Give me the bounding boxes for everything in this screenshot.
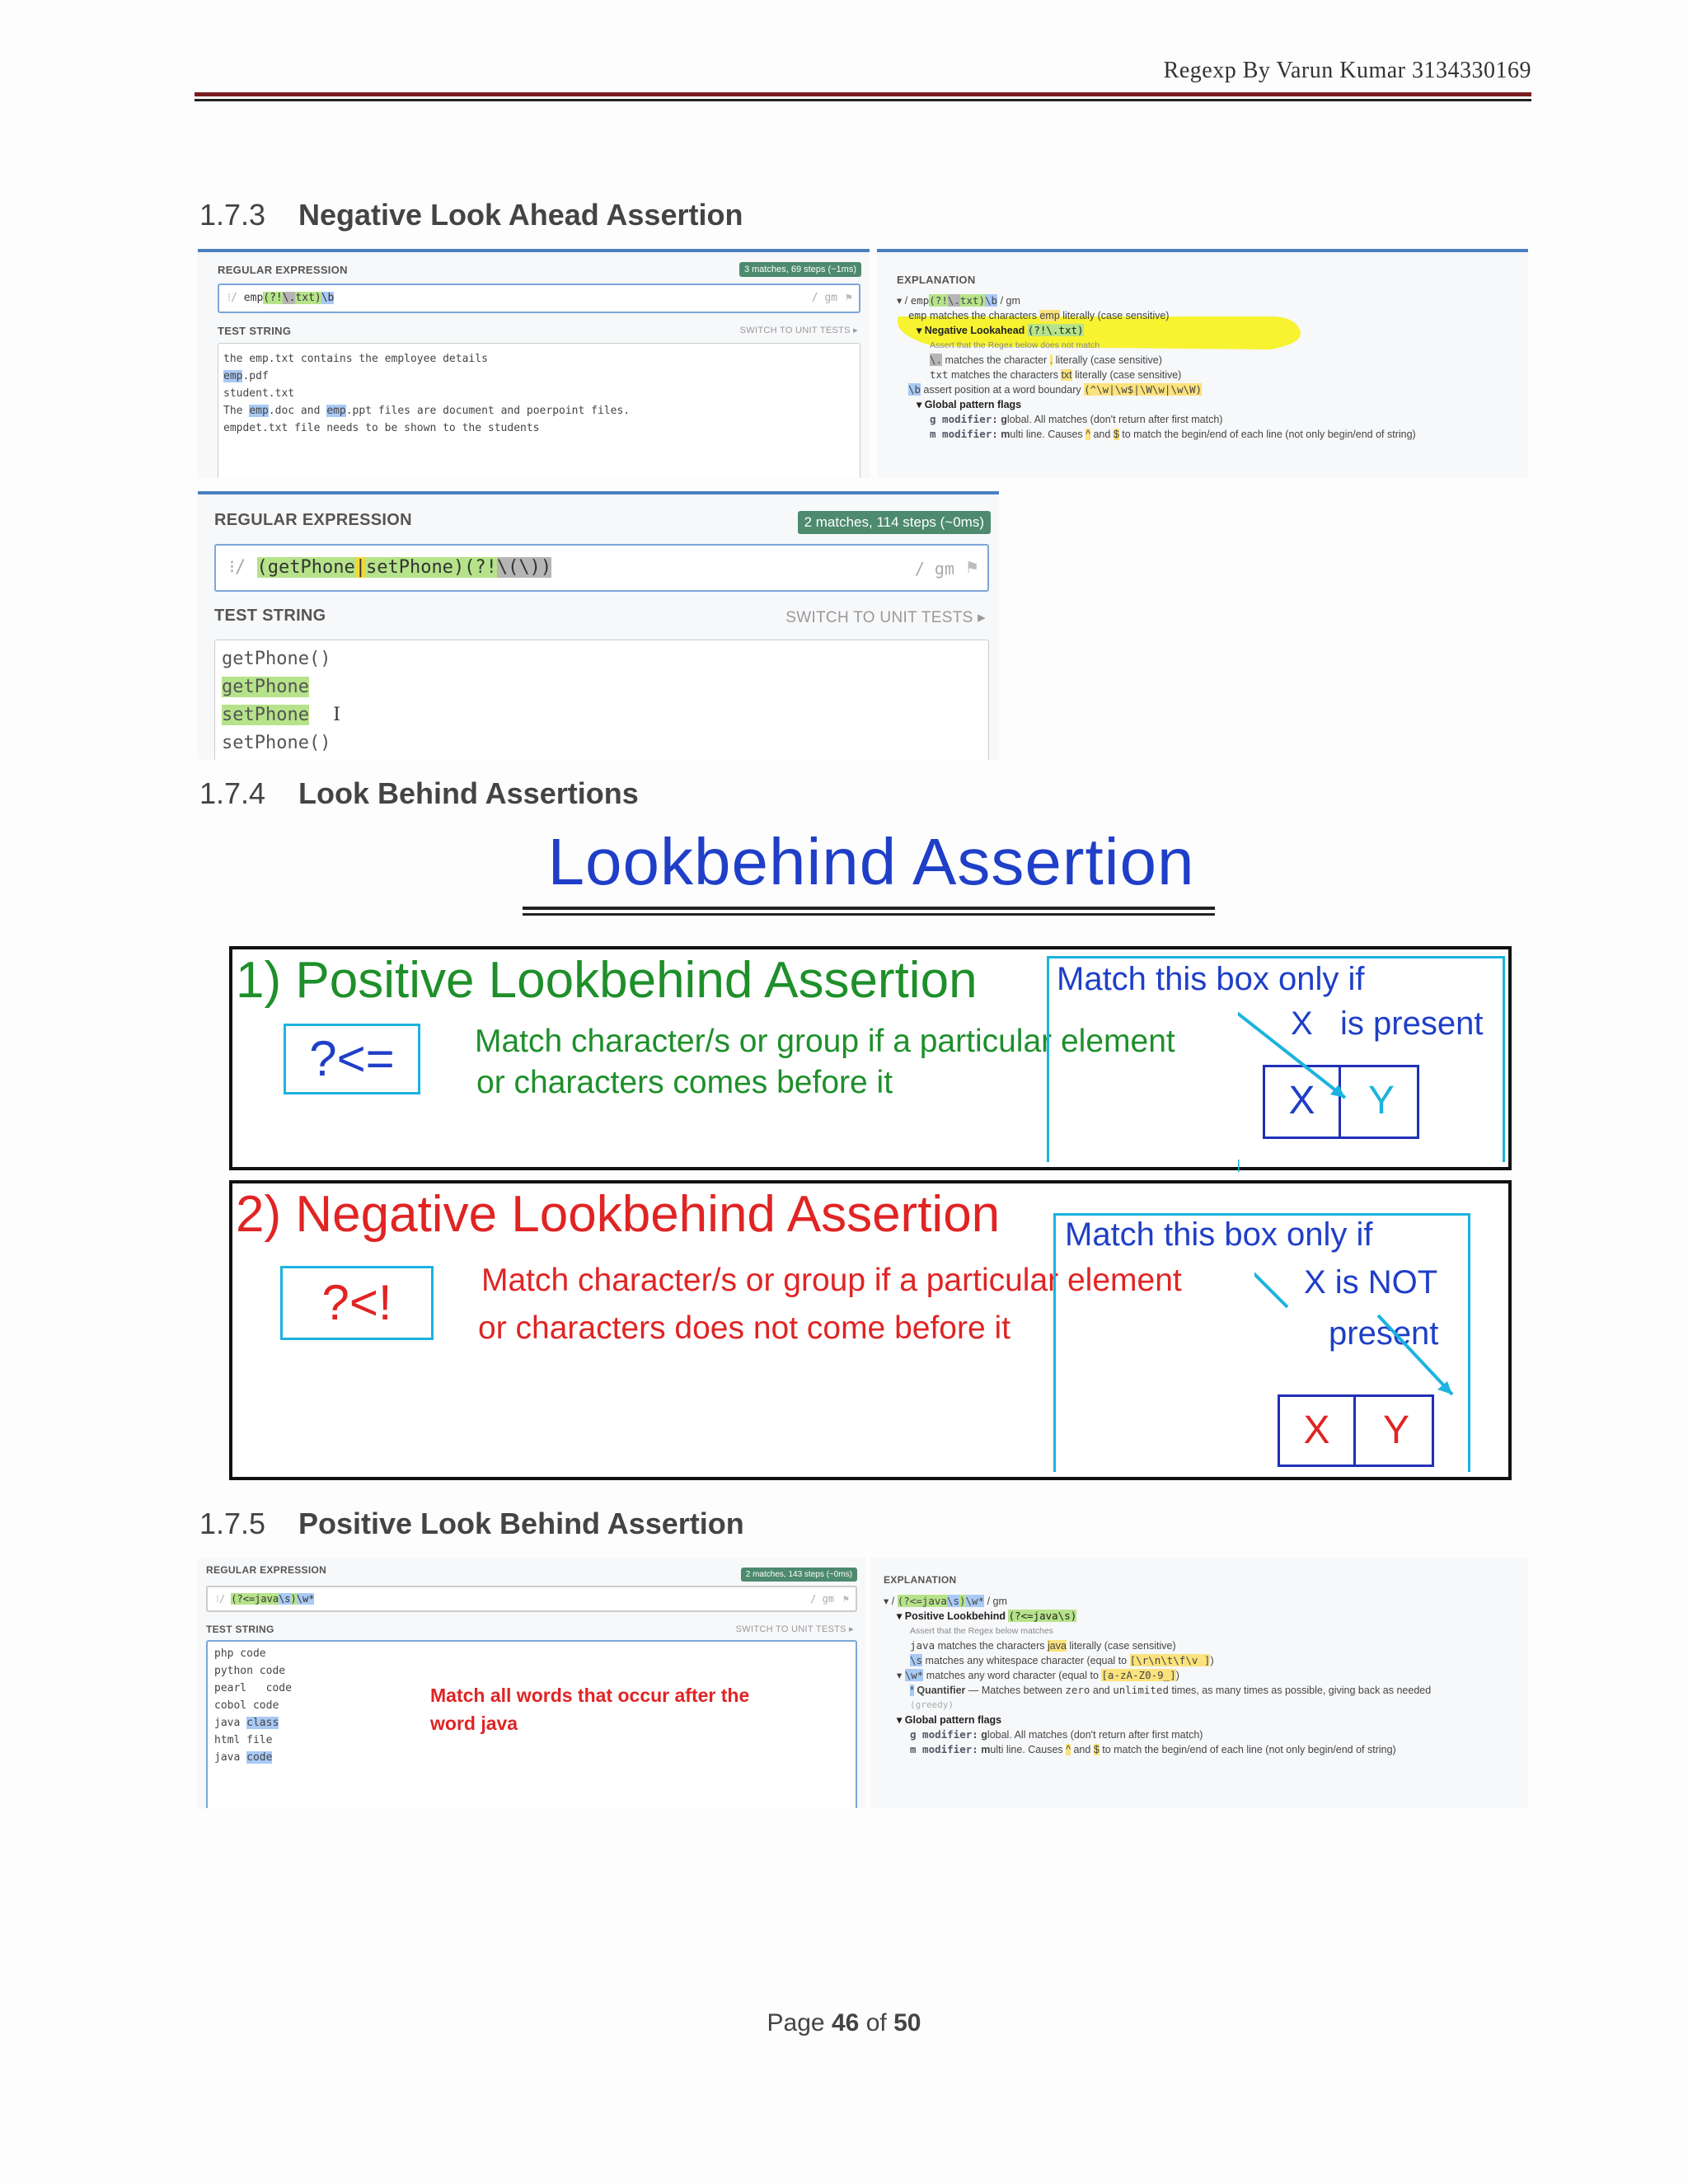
text-cursor-icon: I <box>333 705 340 725</box>
lookbehind-diagram <box>226 824 1512 1483</box>
flags[interactable]: / gm <box>811 292 837 304</box>
regex-screenshot-1 <box>198 249 870 478</box>
test-line: setPhone I <box>222 705 340 725</box>
negative-description: Match character/s or group if a particular element <box>481 1263 1182 1298</box>
positive-description: Match character/s or group if a particular element <box>475 1024 1175 1059</box>
test-string-area[interactable] <box>214 640 989 760</box>
test-line: getPhone() <box>222 649 331 669</box>
flags[interactable]: / gm <box>810 1593 834 1605</box>
title-underline <box>523 913 1215 916</box>
test-line: student.txt <box>223 387 295 400</box>
regex-screenshot-2 <box>198 491 999 760</box>
negative-description: or characters does not come before it <box>478 1310 1010 1346</box>
test-line: cobol code <box>214 1699 279 1712</box>
page-footer: Page 46 of 50 <box>767 2009 921 2036</box>
negative-title: 2) Negative Lookbehind Assertion <box>236 1186 1001 1243</box>
positive-note: Match this box only if <box>1057 961 1365 997</box>
y-box: Y <box>1382 1408 1409 1452</box>
positive-operator: ?<= <box>284 1024 420 1094</box>
test-line: pearl code <box>214 1682 292 1694</box>
negative-arrows <box>1254 1183 1515 1483</box>
section-number: 1.7.5 <box>199 1507 266 1540</box>
x-box: X <box>1265 1067 1341 1137</box>
header-rule-thin <box>195 99 1531 101</box>
explanation-panel-1 <box>877 249 1528 478</box>
explanation-label: EXPLANATION <box>884 1574 957 1586</box>
positive-note: X is present <box>1291 1005 1484 1042</box>
explanation-tree: ▾ / emp(?!\.txt)\b / gm emp matches the characters emp literally (case sensitive) ▾ Negative Lookahead (?!\.txt) Assert that the Regex below does not match \. matches the character . literally (case sensitive) txt matches the characters txt literally (case sensitive) \b assert position at a word boundary (^\w|\w$|\W\w|\w\W) ▾ Global pattern flags g modifier: global. All matches (don't return after first match) m modifier: multi line. Causes ^ and $ to match the begin/end of each line (not only begin/end of string) <box>897 294 1416 440</box>
x-box: X <box>1280 1397 1356 1465</box>
unit-tests-link[interactable]: SWITCH TO UNIT TESTS ▸ <box>785 609 986 626</box>
regex-label: REGULAR EXPRESSION <box>218 264 348 276</box>
test-line: getPhone <box>222 677 309 697</box>
test-line: emp.pdf <box>223 370 269 382</box>
test-line: empdet.txt file needs to be shown to the students <box>223 422 540 434</box>
section-heading-1-7-4 <box>199 776 639 811</box>
match-badge: 3 matches, 69 steps (~1ms) <box>739 262 861 277</box>
diagram-title: Lookbehind Assertion <box>547 825 1195 898</box>
regex-label: REGULAR EXPRESSION <box>206 1564 327 1576</box>
positive-title: 1) Positive Lookbehind Assertion <box>236 952 978 1009</box>
test-line: java class <box>214 1717 279 1729</box>
title-underline <box>523 907 1215 910</box>
section-title: Positive Look Behind Assertion <box>298 1507 744 1540</box>
test-line: html file <box>214 1734 273 1746</box>
negative-note: X is NOT <box>1304 1264 1438 1301</box>
explanation-tree: ▾ / (?<=java\s)\w* / gm ▾ Positive Lookbehind (?<=java\s) Assert that the Regex below matches java matches the characters java literally (case sensitive) \s matches any whitespace character (equal to [\r\n\t\f\v ]) ▾ \w* matches any word character (equal to [a-zA-Z0-9_]) * Quantifier — Matches between zero and unlimited times, as many times as possible, giving back as needed (greedy) ▾ Global pattern flags g modifier: global. All matches (don't return after first match) m modifier: multi line. Causes ^ and $ to match the begin/end of each line (not only begin/end of string) <box>884 1595 1432 1755</box>
positive-lookbehind-box <box>229 946 1512 1170</box>
test-line: the emp.txt contains the employee details <box>223 353 488 365</box>
regex-input[interactable]: ⁝/ emp(?!\.txt)\b / gm ⚑ <box>218 284 860 313</box>
negative-lookbehind-box <box>229 1180 1512 1480</box>
header-rule <box>195 92 1531 96</box>
test-string-label: TEST STRING <box>218 325 292 337</box>
test-line: java code <box>214 1751 273 1764</box>
flag-icon[interactable]: ⚑ <box>966 557 978 578</box>
unit-tests-link[interactable]: SWITCH TO UNIT TESTS ▸ <box>739 326 858 335</box>
flag-icon[interactable]: ⚑ <box>846 292 852 304</box>
flags[interactable]: / gm <box>914 559 954 579</box>
test-line: php code <box>214 1647 266 1660</box>
section-number: 1.7.3 <box>199 198 266 232</box>
test-line: setPhone() <box>222 733 331 753</box>
page-total: 50 <box>893 2009 921 2036</box>
match-badge: 2 matches, 114 steps (~0ms) <box>798 511 991 534</box>
test-line: python code <box>214 1665 286 1677</box>
explanation-label: EXPLANATION <box>897 274 976 286</box>
regex-input[interactable]: ⁝/ (?<=java\s)\w* / gm ⚑ <box>206 1586 857 1612</box>
regex-screenshot-3 <box>198 1558 865 1808</box>
running-header: Regexp By Varun Kumar 3134330169 <box>1163 58 1531 83</box>
negative-operator: ?<! <box>280 1266 434 1340</box>
section-heading-1-7-5 <box>199 1507 744 1541</box>
test-string-label: TEST STRING <box>206 1624 274 1635</box>
test-string-area[interactable] <box>218 343 860 478</box>
section-title: Look Behind Assertions <box>298 776 639 810</box>
annotation-note: Match all words that occur after the word java <box>430 1685 750 1734</box>
negative-note: present <box>1329 1315 1439 1352</box>
test-string-label: TEST STRING <box>214 607 326 625</box>
match-badge: 2 matches, 143 steps (~0ms) <box>741 1568 857 1582</box>
section-heading-1-7-3 <box>199 198 743 232</box>
negative-note: Match this box only if <box>1065 1216 1373 1253</box>
regex-label: REGULAR EXPRESSION <box>214 511 412 529</box>
unit-tests-link[interactable]: SWITCH TO UNIT TESTS ▸ <box>735 1624 854 1634</box>
positive-arrows <box>1238 949 1510 1174</box>
test-line: The emp.doc and emp.ppt files are document and poerpoint files. <box>223 405 631 417</box>
flag-icon[interactable]: ⚑ <box>842 1593 849 1605</box>
positive-description: or characters comes before it <box>476 1065 893 1100</box>
regex-input[interactable]: ⁝/ (getPhone|setPhone)(?!\(\)) / gm ⚑ <box>214 544 989 592</box>
section-title: Negative Look Ahead Assertion <box>298 198 743 232</box>
explanation-panel-3 <box>870 1558 1528 1808</box>
section-number: 1.7.4 <box>199 776 266 810</box>
y-box: Y <box>1367 1079 1395 1122</box>
page-number: 46 <box>831 2009 860 2036</box>
